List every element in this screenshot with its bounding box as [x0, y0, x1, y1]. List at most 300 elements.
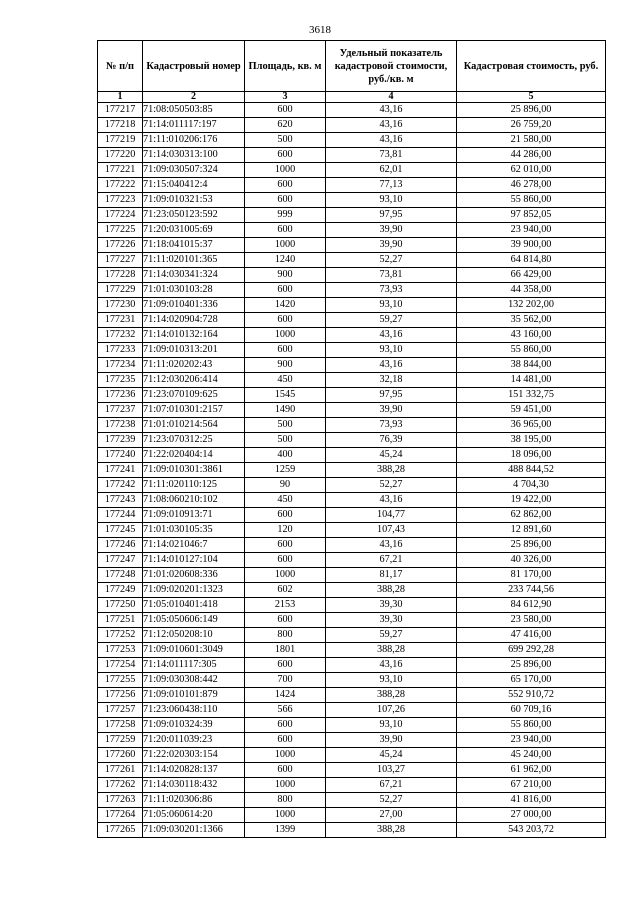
area: 1000 — [245, 163, 326, 178]
unit-rate: 52,27 — [326, 793, 457, 808]
cadastral-value: 36 965,00 — [457, 418, 606, 433]
area: 900 — [245, 268, 326, 283]
cadastral-number: 71:14:011117:305 — [143, 658, 245, 673]
area: 1000 — [245, 568, 326, 583]
cadastral-number: 71:23:050123:592 — [143, 208, 245, 223]
cadastral-number: 71:09:010913:71 — [143, 508, 245, 523]
table-row — [98, 643, 606, 658]
page-number: 3618 — [309, 24, 331, 36]
cadastral-value: 12 891,60 — [457, 523, 606, 538]
area: 1000 — [245, 808, 326, 823]
unit-rate: 93,10 — [326, 673, 457, 688]
table-row — [98, 388, 606, 403]
table-row — [98, 238, 606, 253]
cadastral-value: 43 160,00 — [457, 328, 606, 343]
unit-rate: 43,16 — [326, 358, 457, 373]
row-number: 177241 — [98, 463, 143, 478]
cadastral-number: 71:01:020608:336 — [143, 568, 245, 583]
cadastral-value: 552 910,72 — [457, 688, 606, 703]
row-number: 177246 — [98, 538, 143, 553]
cadastral-value: 55 860,00 — [457, 193, 606, 208]
cadastral-value: 27 000,00 — [457, 808, 606, 823]
table-row — [98, 583, 606, 598]
cadastral-number: 71:09:030507:324 — [143, 163, 245, 178]
unit-rate: 73,93 — [326, 418, 457, 433]
row-number: 177261 — [98, 763, 143, 778]
area: 600 — [245, 148, 326, 163]
area: 600 — [245, 103, 326, 118]
row-number: 177233 — [98, 343, 143, 358]
cadastral-number: 71:09:010301:3861 — [143, 463, 245, 478]
table-row — [98, 253, 606, 268]
unit-rate: 45,24 — [326, 448, 457, 463]
area: 1000 — [245, 778, 326, 793]
cadastral-value: 81 170,00 — [457, 568, 606, 583]
row-number: 177265 — [98, 823, 143, 838]
table-row — [98, 358, 606, 373]
unit-rate: 39,30 — [326, 613, 457, 628]
unit-rate: 97,95 — [326, 388, 457, 403]
unit-rate: 39,90 — [326, 403, 457, 418]
table-row — [98, 103, 606, 118]
row-number: 177263 — [98, 793, 143, 808]
cadastral-number: 71:14:021046:7 — [143, 538, 245, 553]
cadastral-value: 699 292,28 — [457, 643, 606, 658]
cadastral-value: 44 358,00 — [457, 283, 606, 298]
row-number: 177219 — [98, 133, 143, 148]
area: 1490 — [245, 403, 326, 418]
area: 450 — [245, 493, 326, 508]
row-number: 177239 — [98, 433, 143, 448]
table-row — [98, 283, 606, 298]
row-number: 177235 — [98, 373, 143, 388]
table-row — [98, 688, 606, 703]
unit-rate: 67,21 — [326, 778, 457, 793]
unit-rate: 67,21 — [326, 553, 457, 568]
row-number: 177231 — [98, 313, 143, 328]
table-row — [98, 598, 606, 613]
table-row — [98, 628, 606, 643]
table-row — [98, 403, 606, 418]
row-number: 177264 — [98, 808, 143, 823]
cadastral-number: 71:05:050606:149 — [143, 613, 245, 628]
cadastral-number: 71:22:020303:154 — [143, 748, 245, 763]
area: 600 — [245, 718, 326, 733]
row-number: 177242 — [98, 478, 143, 493]
cadastral-value: 59 451,00 — [457, 403, 606, 418]
unit-rate: 43,16 — [326, 493, 457, 508]
table-row — [98, 463, 606, 478]
cadastral-value: 40 326,00 — [457, 553, 606, 568]
row-number: 177232 — [98, 328, 143, 343]
unit-rate: 39,90 — [326, 238, 457, 253]
area: 600 — [245, 178, 326, 193]
area: 602 — [245, 583, 326, 598]
area: 120 — [245, 523, 326, 538]
cadastral-number: 71:23:060438:110 — [143, 703, 245, 718]
table-row — [98, 448, 606, 463]
table-row — [98, 748, 606, 763]
unit-rate: 32,18 — [326, 373, 457, 388]
unit-rate: 73,81 — [326, 268, 457, 283]
cadastral-value: 18 096,00 — [457, 448, 606, 463]
cadastral-value: 14 481,00 — [457, 373, 606, 388]
area: 1000 — [245, 238, 326, 253]
cadastral-value: 60 709,16 — [457, 703, 606, 718]
column-number-row — [98, 92, 606, 103]
area: 90 — [245, 478, 326, 493]
unit-rate: 43,16 — [326, 328, 457, 343]
table-row — [98, 208, 606, 223]
cadastral-number: 71:11:020110:125 — [143, 478, 245, 493]
area: 600 — [245, 553, 326, 568]
cadastral-number: 71:11:010206:176 — [143, 133, 245, 148]
row-number: 177249 — [98, 583, 143, 598]
row-number: 177220 — [98, 148, 143, 163]
row-number: 177223 — [98, 193, 143, 208]
area: 2153 — [245, 598, 326, 613]
area: 600 — [245, 658, 326, 673]
table-row — [98, 778, 606, 793]
cadastral-number: 71:07:010301:2157 — [143, 403, 245, 418]
area: 600 — [245, 538, 326, 553]
row-number: 177238 — [98, 418, 143, 433]
cadastral-value: 488 844,52 — [457, 463, 606, 478]
cadastral-value: 151 332,75 — [457, 388, 606, 403]
cadastral-number: 71:08:050503:85 — [143, 103, 245, 118]
cadastral-number: 71:14:011117:197 — [143, 118, 245, 133]
area: 800 — [245, 628, 326, 643]
table-row — [98, 523, 606, 538]
cadastral-value: 46 278,00 — [457, 178, 606, 193]
unit-rate: 77,13 — [326, 178, 457, 193]
unit-rate: 107,26 — [326, 703, 457, 718]
cadastral-number: 71:22:020404:14 — [143, 448, 245, 463]
area: 600 — [245, 313, 326, 328]
area: 600 — [245, 283, 326, 298]
unit-rate: 388,28 — [326, 688, 457, 703]
unit-rate: 43,16 — [326, 658, 457, 673]
cadastral-number: 71:05:010401:418 — [143, 598, 245, 613]
cadastral-number: 71:01:030105:35 — [143, 523, 245, 538]
cadastral-value: 67 210,00 — [457, 778, 606, 793]
row-number: 177227 — [98, 253, 143, 268]
cadastral-value: 62 010,00 — [457, 163, 606, 178]
unit-rate: 388,28 — [326, 583, 457, 598]
row-number: 177258 — [98, 718, 143, 733]
row-number: 177229 — [98, 283, 143, 298]
header-cadastral-number: Кадастровый номер — [143, 41, 245, 92]
area: 1424 — [245, 688, 326, 703]
cadastral-value: 97 852,05 — [457, 208, 606, 223]
row-number: 177257 — [98, 703, 143, 718]
cadastral-number: 71:12:050208:10 — [143, 628, 245, 643]
row-number: 177247 — [98, 553, 143, 568]
cadastral-number: 71:01:010214:564 — [143, 418, 245, 433]
cadastral-value: 65 170,00 — [457, 673, 606, 688]
area: 1240 — [245, 253, 326, 268]
unit-rate: 81,17 — [326, 568, 457, 583]
table-row — [98, 568, 606, 583]
table-row — [98, 553, 606, 568]
cadastral-value: 64 814,80 — [457, 253, 606, 268]
cadastral-number: 71:23:070109:625 — [143, 388, 245, 403]
cadastral-value: 23 940,00 — [457, 733, 606, 748]
table-row — [98, 658, 606, 673]
cadastral-value: 41 816,00 — [457, 793, 606, 808]
cadastral-number: 71:15:040412:4 — [143, 178, 245, 193]
cadastral-value: 84 612,90 — [457, 598, 606, 613]
cadastral-number: 71:09:010321:53 — [143, 193, 245, 208]
cadastral-number: 71:09:010313:201 — [143, 343, 245, 358]
table-row — [98, 733, 606, 748]
table-row — [98, 193, 606, 208]
row-number: 177256 — [98, 688, 143, 703]
table-row — [98, 163, 606, 178]
cadastral-number: 71:14:010132:164 — [143, 328, 245, 343]
row-number: 177236 — [98, 388, 143, 403]
row-number: 177253 — [98, 643, 143, 658]
area: 600 — [245, 508, 326, 523]
table-row — [98, 118, 606, 133]
cadastral-number: 71:09:030201:1366 — [143, 823, 245, 838]
area: 600 — [245, 733, 326, 748]
cadastral-number: 71:18:041015:37 — [143, 238, 245, 253]
cadastral-number: 71:14:010127:104 — [143, 553, 245, 568]
column-number: 3 — [245, 92, 326, 103]
cadastral-number: 71:09:010101:879 — [143, 688, 245, 703]
cadastral-value: 47 416,00 — [457, 628, 606, 643]
cadastral-number: 71:12:030206:414 — [143, 373, 245, 388]
row-number: 177260 — [98, 748, 143, 763]
cadastral-value: 25 896,00 — [457, 538, 606, 553]
cadastral-number: 71:14:030341:324 — [143, 268, 245, 283]
cadastral-number: 71:09:010401:336 — [143, 298, 245, 313]
cadastral-number: 71:14:030313:100 — [143, 148, 245, 163]
unit-rate: 93,10 — [326, 718, 457, 733]
row-number: 177259 — [98, 733, 143, 748]
area: 999 — [245, 208, 326, 223]
row-number: 177240 — [98, 448, 143, 463]
table-row — [98, 433, 606, 448]
unit-rate: 93,10 — [326, 298, 457, 313]
row-number: 177254 — [98, 658, 143, 673]
unit-rate: 27,00 — [326, 808, 457, 823]
cadastral-number: 71:11:020306:86 — [143, 793, 245, 808]
cadastral-value: 45 240,00 — [457, 748, 606, 763]
area: 700 — [245, 673, 326, 688]
area: 1399 — [245, 823, 326, 838]
column-number: 2 — [143, 92, 245, 103]
table-row — [98, 343, 606, 358]
unit-rate: 93,10 — [326, 193, 457, 208]
cadastral-value: 66 429,00 — [457, 268, 606, 283]
unit-rate: 43,16 — [326, 538, 457, 553]
area: 600 — [245, 223, 326, 238]
cadastral-value: 38 195,00 — [457, 433, 606, 448]
cadastral-value: 25 896,00 — [457, 658, 606, 673]
unit-rate: 93,10 — [326, 343, 457, 358]
row-number: 177245 — [98, 523, 143, 538]
row-number: 177250 — [98, 598, 143, 613]
area: 1259 — [245, 463, 326, 478]
row-number: 177217 — [98, 103, 143, 118]
cadastral-number: 71:20:031005:69 — [143, 223, 245, 238]
cadastral-table — [97, 40, 606, 838]
cadastral-value: 23 580,00 — [457, 613, 606, 628]
unit-rate: 104,77 — [326, 508, 457, 523]
unit-rate: 39,90 — [326, 733, 457, 748]
cadastral-number: 71:11:020202:43 — [143, 358, 245, 373]
area: 800 — [245, 793, 326, 808]
row-number: 177255 — [98, 673, 143, 688]
unit-rate: 97,95 — [326, 208, 457, 223]
cadastral-number: 71:14:030118:432 — [143, 778, 245, 793]
row-number: 177251 — [98, 613, 143, 628]
unit-rate: 52,27 — [326, 478, 457, 493]
cadastral-number: 71:08:060210:102 — [143, 493, 245, 508]
cadastral-value: 55 860,00 — [457, 718, 606, 733]
unit-rate: 107,43 — [326, 523, 457, 538]
row-number: 177225 — [98, 223, 143, 238]
unit-rate: 103,27 — [326, 763, 457, 778]
table-body — [98, 103, 606, 838]
table-row — [98, 478, 606, 493]
header-unit-rate: Удельный показатель кадастровой стоимости, руб./кв. м — [326, 41, 457, 92]
area: 1000 — [245, 328, 326, 343]
cadastral-number: 71:05:060614:20 — [143, 808, 245, 823]
cadastral-value: 39 900,00 — [457, 238, 606, 253]
cadastral-value: 25 896,00 — [457, 103, 606, 118]
table-row — [98, 178, 606, 193]
row-number: 177237 — [98, 403, 143, 418]
area: 600 — [245, 343, 326, 358]
cadastral-number: 71:14:020904:728 — [143, 313, 245, 328]
unit-rate: 59,27 — [326, 628, 457, 643]
row-number: 177224 — [98, 208, 143, 223]
unit-rate: 43,16 — [326, 133, 457, 148]
cadastral-number: 71:09:020201:1323 — [143, 583, 245, 598]
table-row — [98, 133, 606, 148]
header-number: № п/п — [98, 41, 143, 92]
table-header-row — [98, 41, 606, 92]
cadastral-number: 71:01:030103:28 — [143, 283, 245, 298]
table-row — [98, 793, 606, 808]
area: 600 — [245, 193, 326, 208]
unit-rate: 76,39 — [326, 433, 457, 448]
table-row — [98, 328, 606, 343]
area: 500 — [245, 133, 326, 148]
table-row — [98, 418, 606, 433]
table-row — [98, 763, 606, 778]
unit-rate: 45,24 — [326, 748, 457, 763]
cadastral-value: 38 844,00 — [457, 358, 606, 373]
header-cadastral-value: Кадастровая стоимость, руб. — [457, 41, 606, 92]
area: 450 — [245, 373, 326, 388]
cadastral-number: 71:09:030308:442 — [143, 673, 245, 688]
table-row — [98, 718, 606, 733]
cadastral-value: 19 422,00 — [457, 493, 606, 508]
area: 566 — [245, 703, 326, 718]
cadastral-value: 55 860,00 — [457, 343, 606, 358]
cadastral-value: 4 704,30 — [457, 478, 606, 493]
cadastral-value: 26 759,20 — [457, 118, 606, 133]
row-number: 177262 — [98, 778, 143, 793]
area: 900 — [245, 358, 326, 373]
unit-rate: 388,28 — [326, 823, 457, 838]
cadastral-number: 71:14:020828:137 — [143, 763, 245, 778]
table-row — [98, 508, 606, 523]
table-row — [98, 703, 606, 718]
cadastral-value: 132 202,00 — [457, 298, 606, 313]
row-number: 177248 — [98, 568, 143, 583]
table-row — [98, 613, 606, 628]
unit-rate: 388,28 — [326, 463, 457, 478]
row-number: 177243 — [98, 493, 143, 508]
column-number: 5 — [457, 92, 606, 103]
area: 620 — [245, 118, 326, 133]
table-row — [98, 298, 606, 313]
table-row — [98, 808, 606, 823]
row-number: 177226 — [98, 238, 143, 253]
table-row — [98, 538, 606, 553]
cadastral-number: 71:20:011039:23 — [143, 733, 245, 748]
row-number: 177244 — [98, 508, 143, 523]
area: 600 — [245, 763, 326, 778]
area: 1420 — [245, 298, 326, 313]
unit-rate: 73,93 — [326, 283, 457, 298]
area: 500 — [245, 433, 326, 448]
table-row — [98, 673, 606, 688]
unit-rate: 52,27 — [326, 253, 457, 268]
row-number: 177234 — [98, 358, 143, 373]
table-row — [98, 823, 606, 838]
unit-rate: 43,16 — [326, 118, 457, 133]
table-row — [98, 148, 606, 163]
table-row — [98, 223, 606, 238]
table-row — [98, 268, 606, 283]
cadastral-value: 61 962,00 — [457, 763, 606, 778]
table-row — [98, 373, 606, 388]
cadastral-value: 35 562,00 — [457, 313, 606, 328]
cadastral-number: 71:09:010324:39 — [143, 718, 245, 733]
cadastral-value: 23 940,00 — [457, 223, 606, 238]
unit-rate: 39,90 — [326, 223, 457, 238]
row-number: 177228 — [98, 268, 143, 283]
row-number: 177221 — [98, 163, 143, 178]
unit-rate: 59,27 — [326, 313, 457, 328]
column-number: 4 — [326, 92, 457, 103]
unit-rate: 43,16 — [326, 103, 457, 118]
unit-rate: 73,81 — [326, 148, 457, 163]
row-number: 177218 — [98, 118, 143, 133]
cadastral-value: 44 286,00 — [457, 148, 606, 163]
cadastral-number: 71:23:070312:25 — [143, 433, 245, 448]
area: 500 — [245, 418, 326, 433]
cadastral-value: 21 580,00 — [457, 133, 606, 148]
row-number: 177222 — [98, 178, 143, 193]
table-row — [98, 493, 606, 508]
cadastral-value: 543 203,72 — [457, 823, 606, 838]
column-number: 1 — [98, 92, 143, 103]
area: 1545 — [245, 388, 326, 403]
header-area: Площадь, кв. м — [245, 41, 326, 92]
cadastral-value: 233 744,56 — [457, 583, 606, 598]
unit-rate: 62,01 — [326, 163, 457, 178]
row-number: 177252 — [98, 628, 143, 643]
cadastral-number: 71:09:010601:3049 — [143, 643, 245, 658]
cadastral-number: 71:11:020101:365 — [143, 253, 245, 268]
